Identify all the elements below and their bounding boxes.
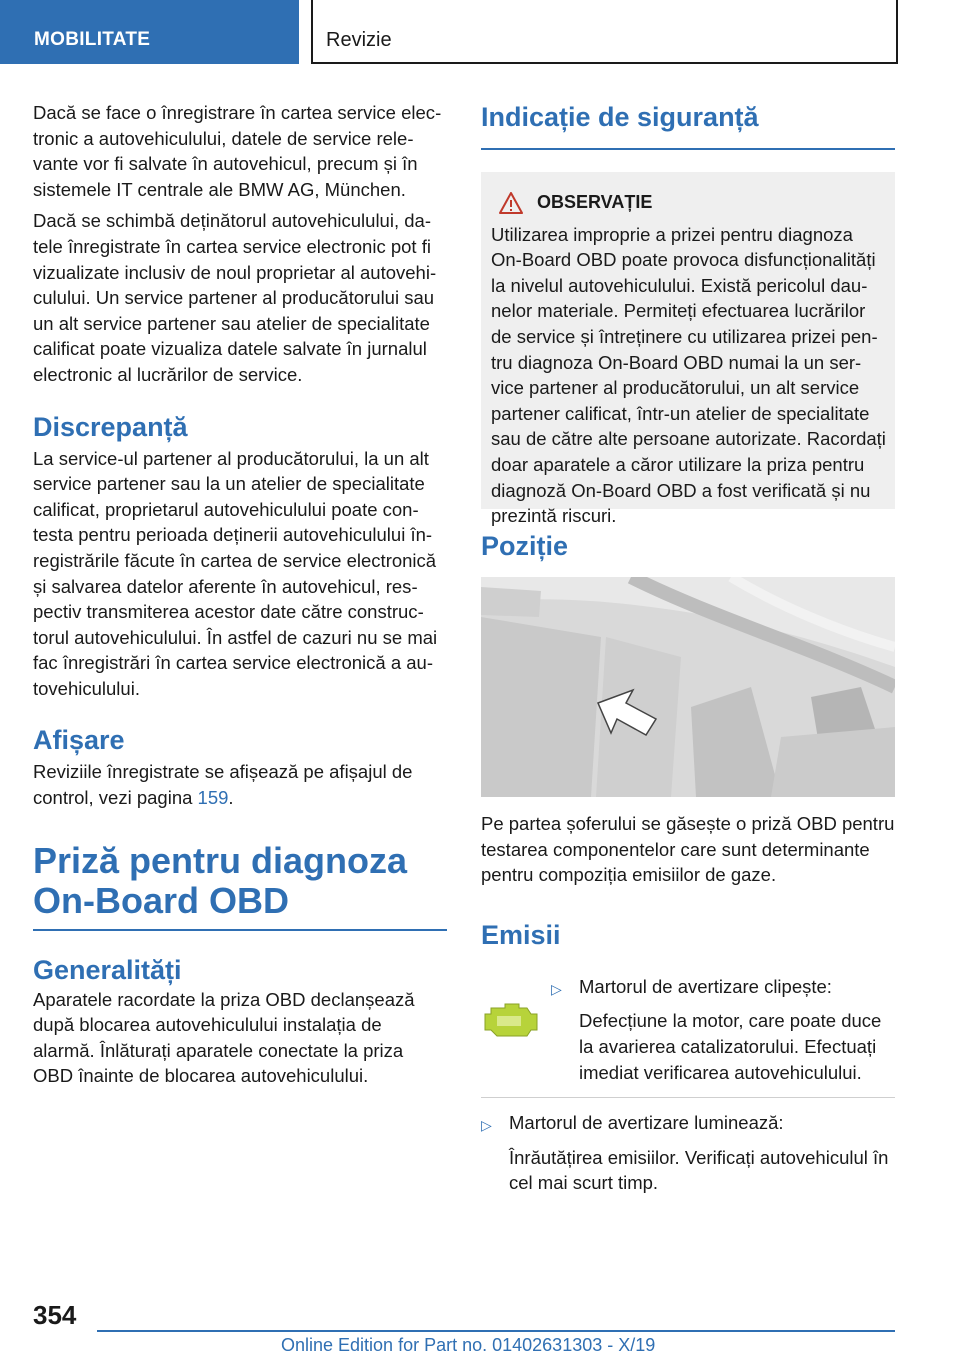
check-engine-icon: [481, 1000, 541, 1040]
paragraph-text: Reviziile înregistrate se afișează pe afișajul de control, vezi pagina: [33, 761, 413, 809]
list-item-title: Martorul de avertizare luminează:: [509, 1112, 784, 1134]
heading-generalitati: Generalități: [33, 954, 182, 985]
heading-emisii: Emisii: [481, 919, 561, 950]
bullet-triangle-icon: ▷: [481, 1117, 492, 1134]
page-number: 354: [33, 1300, 77, 1330]
heading-pozitie: Poziție: [481, 531, 569, 561]
heading-afisare: Afișare: [33, 725, 125, 756]
chapter-title: Revizie: [326, 29, 392, 51]
notice-title: OBSERVAȚIE: [537, 192, 653, 212]
page-link[interactable]: 159: [197, 787, 229, 809]
footer-edition: Online Edition for Part no. 01402631303 - X/19: [281, 1335, 656, 1355]
list-item-text: Înrăutățirea emisiilor. Verificați autovehiculul în cel mai scurt timp.: [509, 1146, 889, 1194]
heading-discrepanta: Discrepanță: [33, 411, 188, 442]
divider: [481, 1097, 895, 1098]
list-item: [481, 1110, 895, 1139]
list-item-title: Martorul de avertizare clipește:: [579, 975, 832, 997]
list-item-text: Defecțiune la motor, care poate duce la avarierea catalizatorului. Efectuați imediat verificarea autovehiculului.: [579, 1010, 882, 1083]
list-item: [551, 974, 895, 1003]
engine-icon-wrapper: [481, 974, 545, 1085]
emission-warning-row: [481, 974, 895, 1085]
footer-rule: [97, 1330, 895, 1332]
notice-header: [489, 190, 887, 216]
warning-icon: [499, 192, 523, 214]
notice-text: Utilizarea improprie a prizei pentru diagnoza On-Board OBD poate provoca disfuncționalități la nivelul autovehiculului. Există pericolul daunelor materiale. Permiteți efectuarea lucrărilor de service și întreținere cu utilizarea prizei pentru diagnoza On-Board OBD numai la un service partener al producătorului, un alt service partener calificat, într-un atelier de specialitate sau de către alte persoane autorizate. Racordați doar aparatele a căror utilizare la priza pentru diagnoză On-Board OBD a fost verificată și nu prezintă riscuri.: [491, 223, 886, 527]
heading-obd-socket: Priză pentru diagnoza On-Board OBD: [33, 841, 447, 931]
paragraph: Dacă se face o înregistrare în cartea service electronic a autovehiculului, datele de service relevante vor fi salvate în autovehicul, precum și în sistemele IT centrale ale BMW AG, München.: [33, 102, 442, 200]
section-tab: [0, 0, 299, 64]
bullet-triangle-icon: ▷: [551, 980, 562, 997]
section-title: MOBILITATE: [34, 29, 151, 50]
paragraph: Aparatele racordate la priza OBD declanșează după blocarea autovehiculului instalația de alarmă. Înlăturați aparatele conectate la priza OBD înainte de blocarea autovehiculului.: [33, 988, 415, 1087]
paragraph-end: .: [228, 787, 234, 809]
notice-box: [481, 172, 895, 527]
paragraph: La service-ul partener al producătorului, la un alt service partener sau la un atelier de specialitate calificat, proprietarul autovehiculului poate contesta pentru perioada deținerii autovehiculului înregistrările făcute în cartea de service electronică și salvarea datelor aferente în autovehicul, respectiv transmiterea acestor date către constructorul autovehiculului. În astfel de cazuri nu se mai fac înregistrări în cartea service electronică a autovehiculului.: [33, 447, 438, 699]
chapter-header: [311, 0, 898, 64]
paragraph: Dacă se schimbă deținătorul autovehiculului, datele înregistrate în cartea service electronic pot fi vizualizate inclusiv de noul proprietar al autovehiculului. Un service partener al producătorului sau un alt service partener sau atelier de specialitate calificat poate vizualiza datele salvate în jurnalul electronic al lucrărilor de service.: [33, 210, 437, 385]
paragraph: Pe partea șoferului se găsește o priză OBD pentru testarea componentelor care sunt determinante pentru compoziția emisiilor de gaze.: [481, 813, 895, 886]
emission-bullet-2: [481, 1110, 895, 1196]
right-column: [481, 100, 895, 1196]
emission-bullet-1: [551, 974, 895, 1085]
paragraph: [33, 759, 447, 810]
heading-indicatie: Indicație de siguranță: [481, 100, 895, 150]
left-column: [33, 100, 447, 1095]
obd-location-illustration: [481, 577, 895, 797]
